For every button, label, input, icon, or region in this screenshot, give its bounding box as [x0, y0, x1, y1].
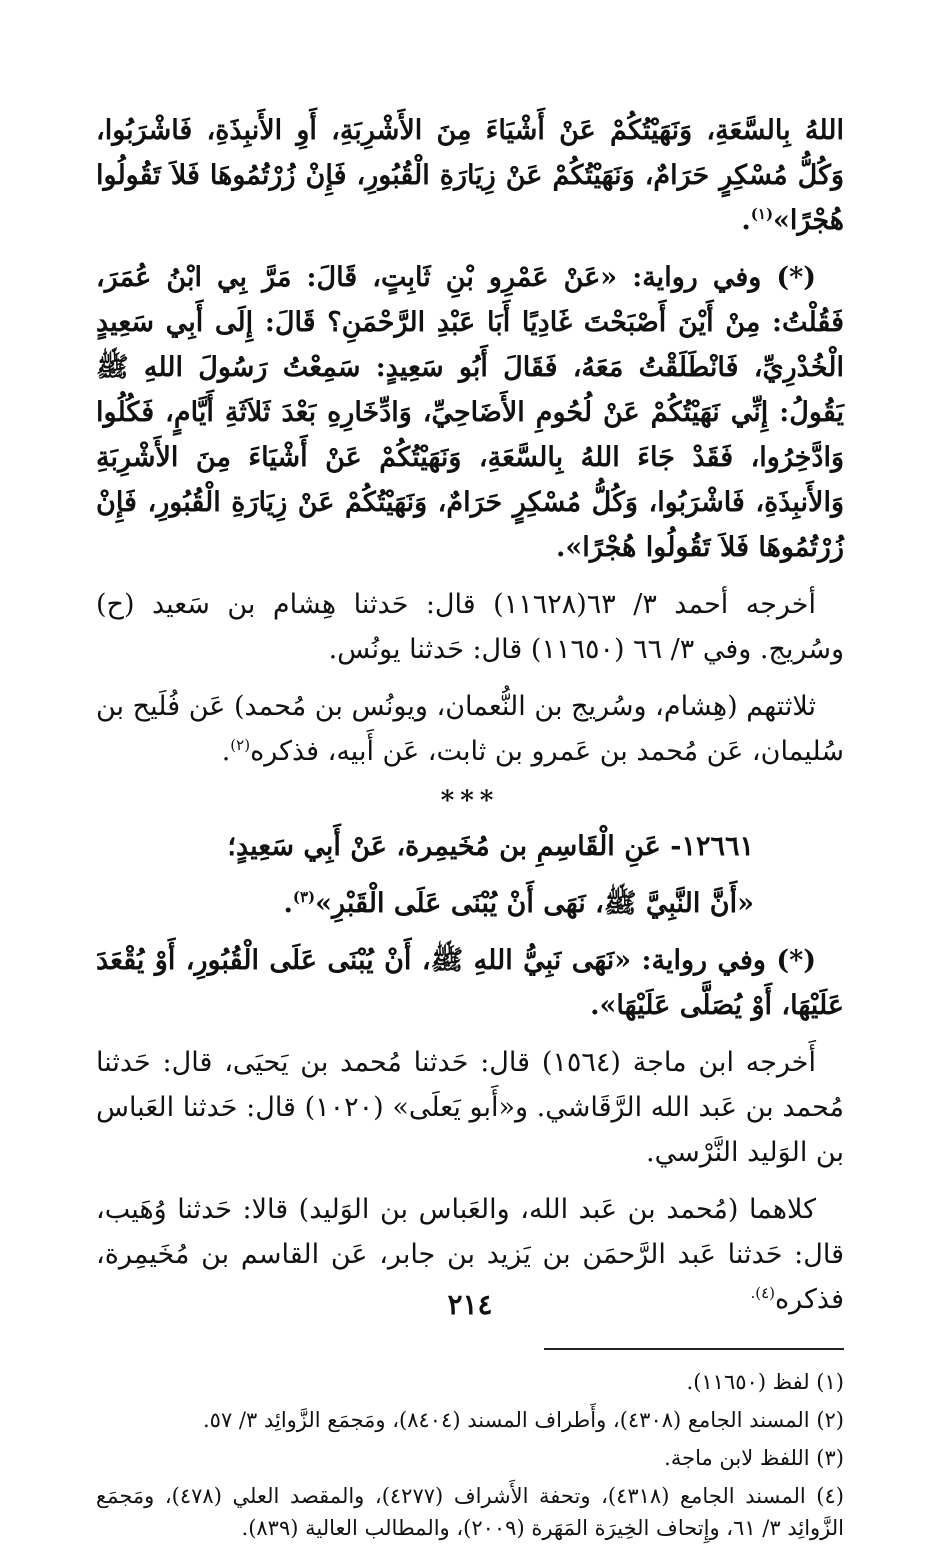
footnote-4: (٤) المسند الجامع (٤٣١٨)، وتحفة الأَشراف (٤٢٧٧)، والمقصد العلي (٤٧٨)، ومَجمَع الزَّوائِد ٣/ ٦١، وإِتحاف الخِيرَة المَهَرة (٢٠٠٩)، والمطالب العالية (٨٣٩).	[96, 1484, 844, 1540]
footnote-ref-3: (٣)	[292, 888, 316, 906]
footnotes	[96, 1366, 844, 1544]
footnote-ref-4: (٤).	[750, 1284, 776, 1302]
page-number: ٢١٤	[447, 1288, 493, 1321]
takhrij-paragraph: أخرجه أحمد ٣/ ٦٣(١١٦٢٨) قال: حَدثنا هِشام بن سَعيد (ح) وسُريج. وفي ٣/ ٦٦ (١١٦٥٠) قال: حَدثنا يونُس.	[96, 589, 844, 665]
hadith-text: «أَنَّ النَّبِيَّ ﷺ، نَهَى أَنْ يُبْنَى عَلَى الْقَبْرِ»$^{(٣)}$.	[283, 888, 754, 919]
hadith-variant-narration-2: (*) وفي رواية: «نَهَى نَبِيُّ اللهِ ﷺ، أَنْ يُبْنَى عَلَى الْقُبُورِ، أَوْ يُقْعَدَ عَلَيْهَا، أَوْ يُصَلَّى عَلَيْهَا».	[96, 945, 844, 1021]
hadith-text-continued: اللهُ بِالسَّعَةِ، وَنَهَيْتُكُمْ عَنْ أَشْيَاءَ مِنَ الأَشْرِبَةِ، أَوِ الأَنبِذَةِ، فَاشْرَبُوا، وَكُلُّ مُسْكِرٍ حَرَامٌ، وَنَهَيْتُكُمْ عَنْ زِيَارَةِ الْقُبُورِ، فَإِنْ زُرْتُمُوهَا فَلاَ تَقُولُوا هُجْرًا»$^{(١)}$.	[96, 115, 844, 236]
section-separator: ***	[440, 786, 500, 816]
hadith-variant-narration: (*) وفي رواية: «عَنْ عَمْرِو بْنِ ثَابِتٍ، قَالَ: مَرَّ بِي ابْنُ عُمَرَ، فَقُلْتُ: مِنْ أَيْنَ أَصْبَحْتَ غَادِيًا أَبَا عَبْدِ الرَّحْمَنِ؟ قَالَ: إِلَى أَبِي سَعِيدٍ الْخُدْرِيِّ، فَانْطَلَقْتُ مَعَهُ، فَقَالَ أَبُو سَعِيدٍ: سَمِعْتُ رَسُولَ اللهِ ﷺ يَقُولُ: إِنِّي نَهَيْتُكُمْ عَنْ لُحُومِ الأَضَاحِيِّ، وَادِّخَارِهِ بَعْدَ ثَلاَثَةِ أَيَّامٍ، فَكُلُوا وَادَّخِرُوا، فَقَدْ جَاءَ اللهُ بِالسَّعَةِ، وَنَهَيْتُكُمْ عَنْ أَشْيَاءَ مِنَ الأَشْرِبَةِ وَالأَنبِذَةِ، فَاشْرَبُوا، وَكُلُّ مُسْكِرٍ حَرَامٌ، وَنَهَيْتُكُمْ عَنْ زِيَارَةِ الْقُبُورِ، فَإِنْ زُرْتُمُوهَا فَلاَ تَقُولُوا هُجْرًا».	[96, 262, 844, 563]
footnote-ref-2: (٢)	[230, 736, 251, 754]
footnote-1: (١) لفظ (١١٦٥٠).	[686, 1370, 844, 1394]
isnad-paragraph-2: كلاهما (مُحمد بن عَبد الله، والعَباس بن الوَليد) قالا: حَدثنا وُهَيب، قال: حَدثنا عَبد الرَّحمَن بن يَزيد بن جابر، عَن القاسم بن مُخَيمِرة، فذكره$^{(٤).}$	[96, 1194, 844, 1315]
footnote-ref-1: (١)	[750, 205, 774, 223]
main-text	[96, 108, 844, 1322]
footnote-divider	[544, 1348, 844, 1350]
footnote-3: (٣) اللفظ لابن ماجة.	[664, 1446, 844, 1470]
takhrij-paragraph-2: أَخرجه ابن ماجة (١٥٦٤) قال: حَدثنا مُحمد بن يَحيَى، قال: حَدثنا مُحمد بن عَبد الله الرَّقَاشي. و«أَبو يَعلَى» (١٠٢٠) قال: حَدثنا العَباس بن الوَليد النَّرْسي.	[96, 1047, 845, 1168]
footnote-2: (٢) المسند الجامع (٤٣٠٨)، وأَطراف المسند (٨٤٠٤)، ومَجمَع الزَّوائِد ٣/ ٥٧.	[202, 1408, 844, 1432]
isnad-paragraph: ثلاثتهم (هِشام، وسُريج بن النُّعمان، ويونُس بن مُحمد) عَن فُلَيح بن سُليمان، عَن مُحمد بن عَمرو بن ثابت، عَن أَبيه، فذكره$^{(٢)}$.	[96, 691, 844, 767]
hadith-number-heading: ١٢٦٦١- عَنِ الْقَاسِمِ بن مُخَيمِرة، عَنْ أَبِي سَعِيدٍ؛	[227, 831, 754, 862]
